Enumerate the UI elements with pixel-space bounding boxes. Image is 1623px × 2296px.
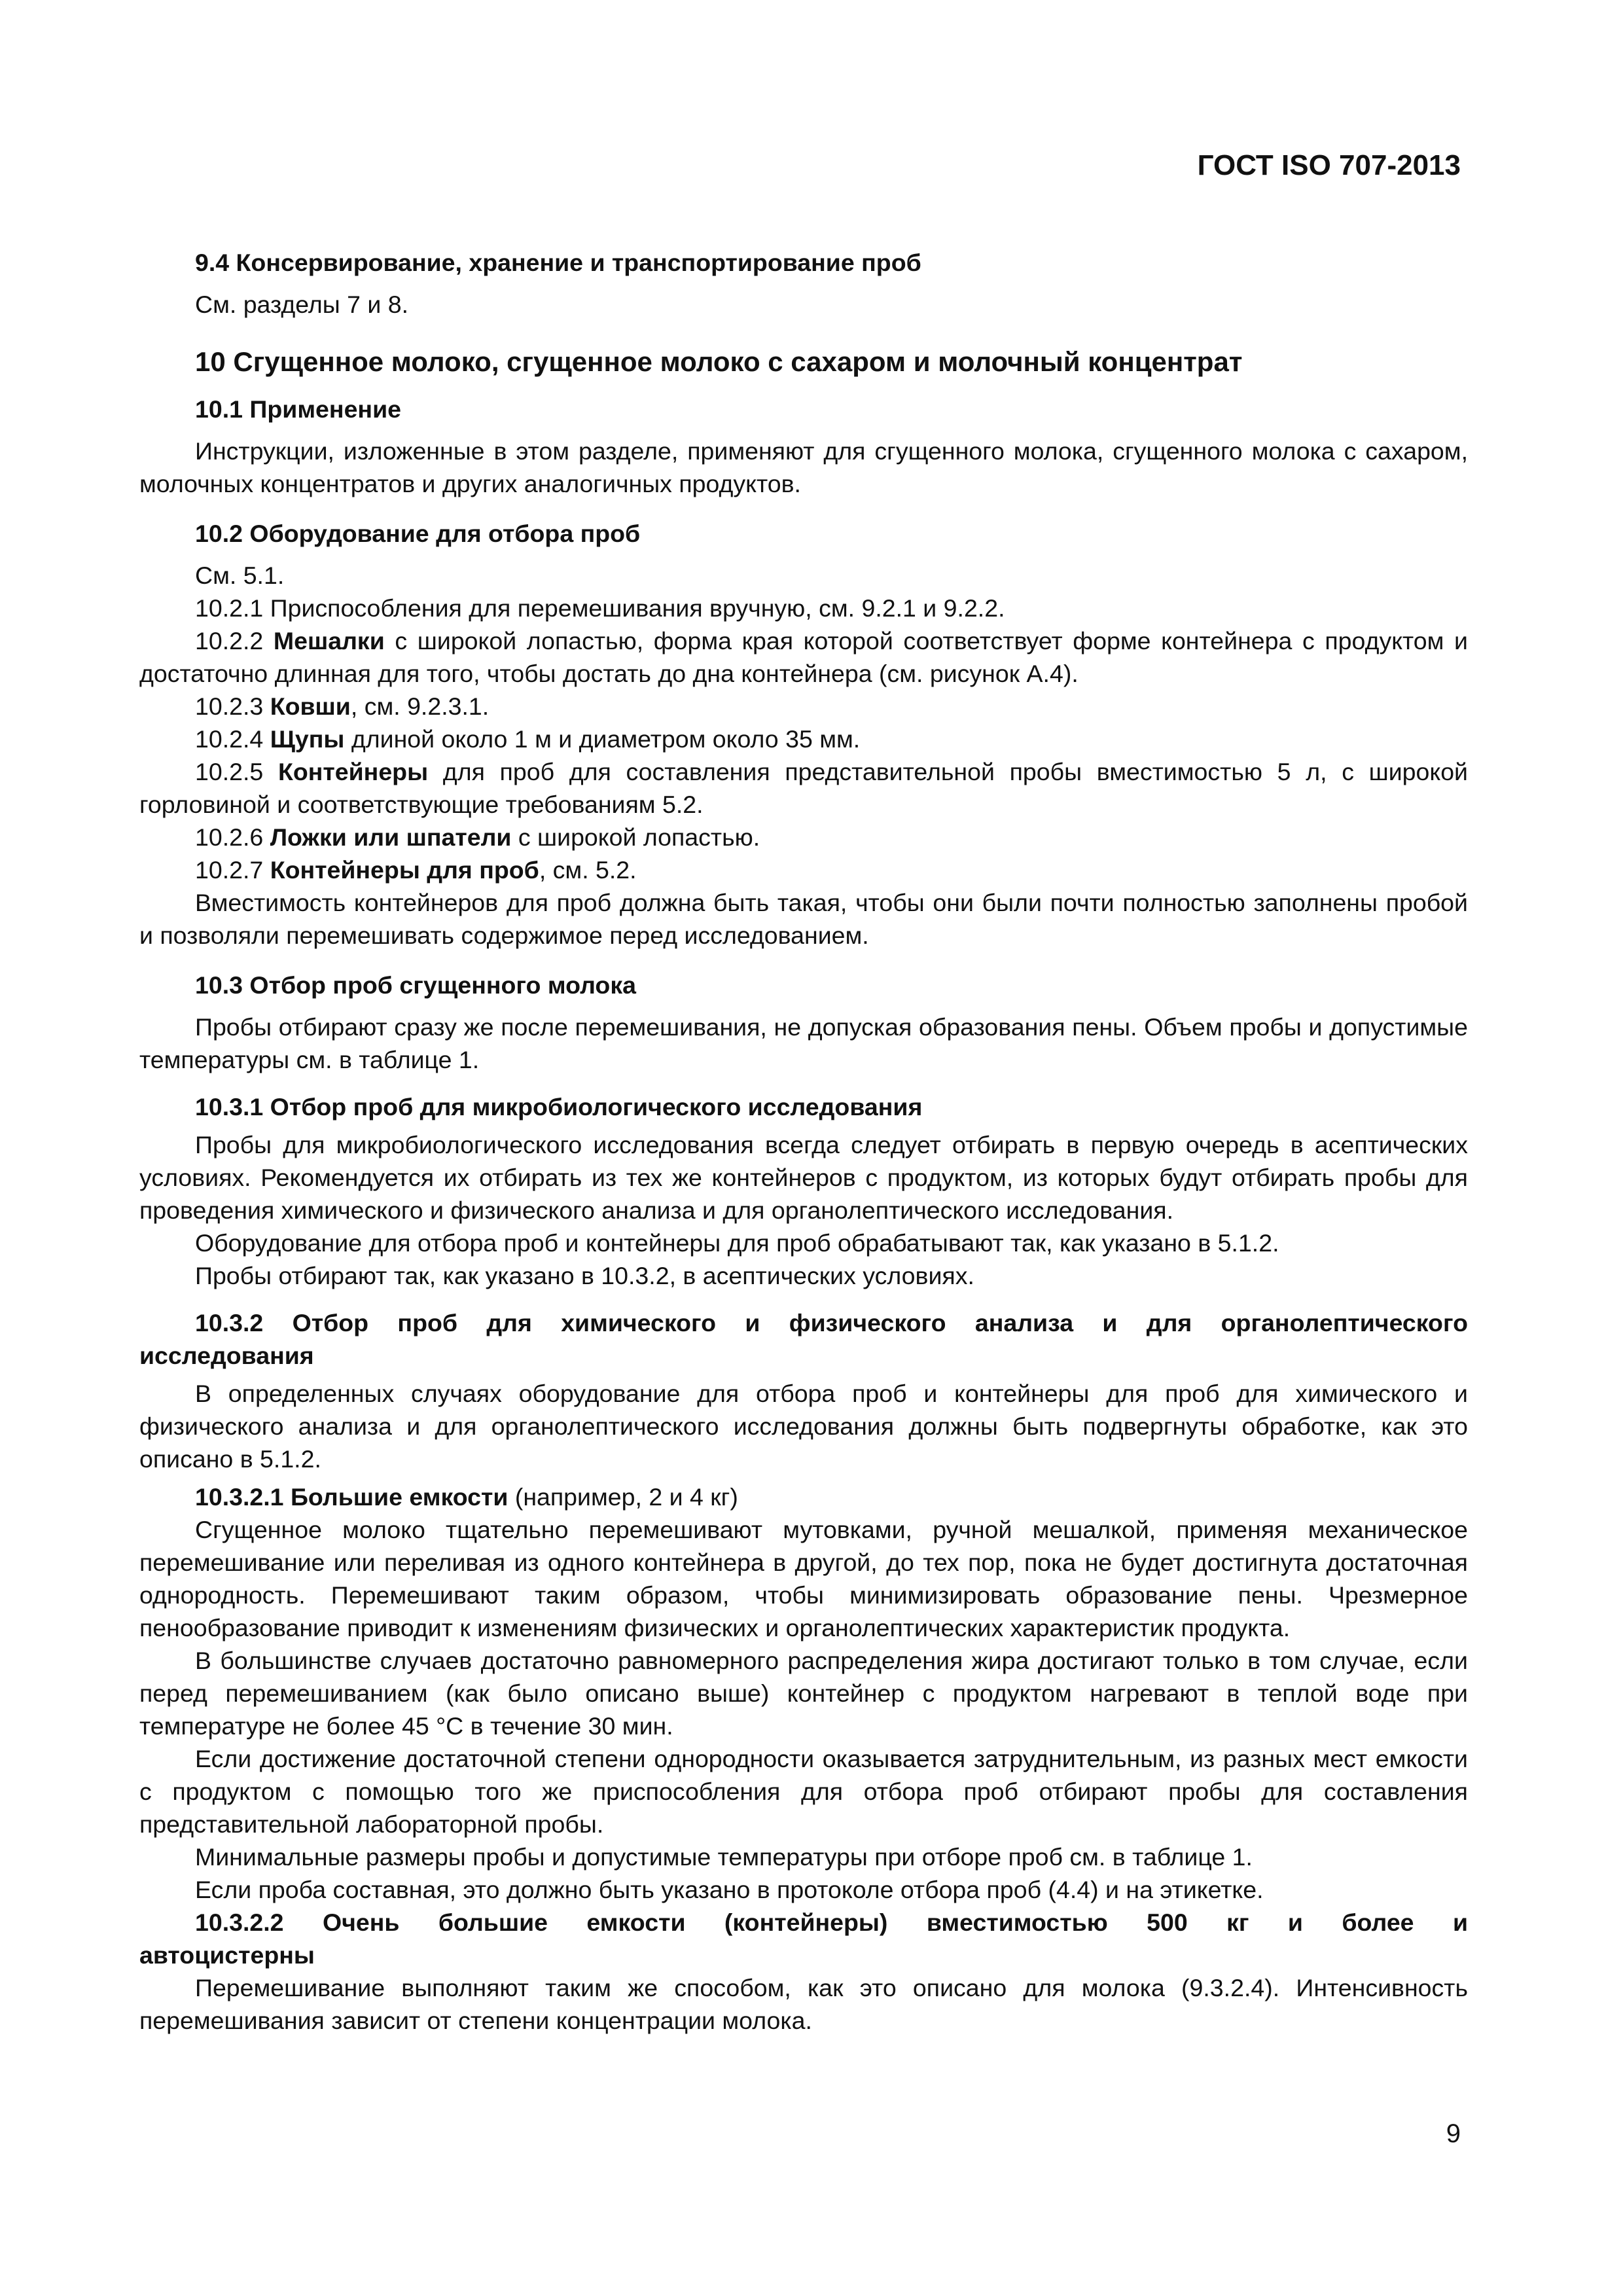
item-text: длиной около 1 м и диаметром около 35 мм. (344, 725, 861, 753)
item-number: 10.2.7 (195, 856, 270, 884)
subsection-title: 10.3.2.1 Большие емкости (195, 1483, 508, 1511)
section-10-3-1-p1: Пробы для микробиологического исследования всегда следует отбирать в первую очередь в асептических условиях. Рекомендуется их отбирать из тех же контейнеров с продуктом, из которых будут отбирать пробы для проведения химического и физического анализа и для органолептического исследования. (139, 1131, 1468, 1224)
item-term: Ложки или шпатели (270, 823, 512, 851)
section-10-3-2-2-text: Перемешивание выполняют таким же способом, как это описано для молока (9.3.2.4). Интенсивность перемешивания зависит от степени концентрации молока. (139, 1974, 1468, 2034)
item-text: для проб для составления представительной пробы вместимостью 5 л, с широкой горловиной и соответствующие требованиям 5.2. (139, 758, 1468, 818)
item-text: с широкой лопастью. (511, 823, 760, 851)
section-10-3-2-1-p3: Если достижение достаточной степени однородности оказывается затруднительным, из разных мест емкости с продуктом с помощью того же приспособления для отбора проб отбирают пробы для составления представительной лабораторной пробы. (139, 1745, 1468, 1838)
item-10-2-3 (139, 690, 1468, 723)
page-number: 9 (1446, 2119, 1461, 2148)
page-content (139, 229, 1468, 2037)
section-10-3-1-p2: Оборудование для отбора проб и контейнеры для проб обрабатывают так, как указано в 5.1.2. (195, 1229, 1279, 1257)
section-10-3-2-1-p1: Сгущенное молоко тщательно перемешивают мутовками, ручной мешалкой, применяя механическое перемешивание или переливая из одного контейнера в другой, до тех пор, пока не будет достигнута достаточная однородность. Перемешивают таким образом, чтобы минимизировать образование пены. Чрезмерное пенообразование приводит к изменениям физических и органолептических характеристик продукта. (139, 1516, 1468, 1641)
section-10-3-1-title: 10.3.1 Отбор проб для микробиологического исследования (195, 1093, 923, 1121)
item-number: 10.2.2 (195, 627, 274, 655)
section-10-3-2-2-title-line2: автоцистерны (139, 1941, 315, 1969)
item-10-2-2 (139, 624, 1468, 690)
section-10-2-title: 10.2 Оборудование для отбора проб (195, 520, 641, 547)
section-10-1-title: 10.1 Применение (195, 395, 401, 423)
section-10-1-text: Инструкции, изложенные в этом разделе, применяют для сгущенного молока, сгущенного молока с сахаром, молочных концентратов и других аналогичных продуктов. (139, 437, 1468, 497)
item-10-2-6 (139, 821, 1468, 853)
item-term: Контейнеры (277, 758, 429, 785)
item-term: Ковши (270, 692, 351, 720)
item-text: , см. 5.2. (539, 856, 637, 884)
item-10-2-5 (139, 755, 1468, 821)
section-10-3-2-text: В определенных случаях оборудование для отбора проб и контейнеры для проб для химического и физического анализа и для органолептического исследования должны быть подвергнуты обработке, как это описано в 5.1.2. (139, 1380, 1468, 1473)
section-10-2-capacity: Вместимость контейнеров для проб должна быть такая, чтобы они были почти полностью заполнены пробой и позволяли перемешивать содержимое перед исследованием. (139, 889, 1468, 949)
document-code: ГОСТ ISO 707-2013 (1197, 149, 1461, 181)
section-10-3-text: Пробы отбирают сразу же после перемешивания, не допуская образования пены. Объем пробы и допустимые температуры см. в таблице 1. (139, 1013, 1468, 1073)
item-number: 10.2.5 (195, 758, 278, 785)
section-10-3-2-1-p5: Если проба составная, это должно быть указано в протоколе отбора проб (4.4) и на этикетке. (195, 1876, 1264, 1903)
section-10-3-1-p3: Пробы отбирают так, как указано в 10.3.2, в асептических условиях. (195, 1262, 974, 1289)
item-number: 10.2.3 (195, 692, 270, 720)
section-10-3-2-title-line1: 10.3.2 Отбор проб для химического и физического анализа и для органолептического (195, 1309, 1468, 1336)
item-10-2-1: 10.2.1 Приспособления для перемешивания вручную, см. 9.2.1 и 9.2.2. (195, 594, 1005, 622)
item-term: Щупы (270, 725, 345, 753)
item-term: Контейнеры для проб (270, 856, 539, 884)
section-10-3-2-1-p4: Минимальные размеры пробы и допустимые температуры при отборе проб см. в таблице 1. (195, 1843, 1253, 1871)
section-10-3-2-2-title-line1: 10.3.2.2 Очень большие емкости (контейнеры) вместимостью 500 кг и более и (195, 1909, 1468, 1936)
section-10-3-2-1-title (139, 1480, 1468, 1513)
subsection-note: (например, 2 и 4 кг) (508, 1483, 738, 1511)
item-number: 10.2.4 (195, 725, 270, 753)
item-text: , см. 9.2.3.1. (350, 692, 490, 720)
section-10-3-2-title-line2: исследования (139, 1342, 314, 1369)
section-10-title: 10 Сгущенное молоко, сгущенное молоко с сахаром и молочный концентрат (195, 346, 1243, 377)
item-10-2-7 (139, 853, 1468, 886)
section-9-4-title: 9.4 Консервирование, хранение и транспортирование проб (195, 249, 921, 276)
section-10-3-title: 10.3 Отбор проб сгущенного молока (195, 971, 636, 999)
item-term: Мешалки (273, 627, 385, 655)
section-10-3-2-1-p2: В большинстве случаев достаточно равномерного распределения жира достигают только в том случае, если перед перемешиванием (как было описано выше) контейнер с продуктом нагревают в теплой воде при температуре не более 45 °С в течение 30 мин. (139, 1647, 1468, 1740)
section-9-4-text: См. разделы 7 и 8. (195, 291, 409, 318)
section-10-2-see: См. 5.1. (195, 562, 285, 589)
item-number: 10.2.6 (195, 823, 270, 851)
item-text: с широкой лопастью, форма края которой соответствует форме контейнера с продуктом и достаточно длинная для того, чтобы достать до дна контейнера (см. рисунок А.4). (139, 627, 1468, 687)
item-10-2-4 (139, 723, 1468, 755)
